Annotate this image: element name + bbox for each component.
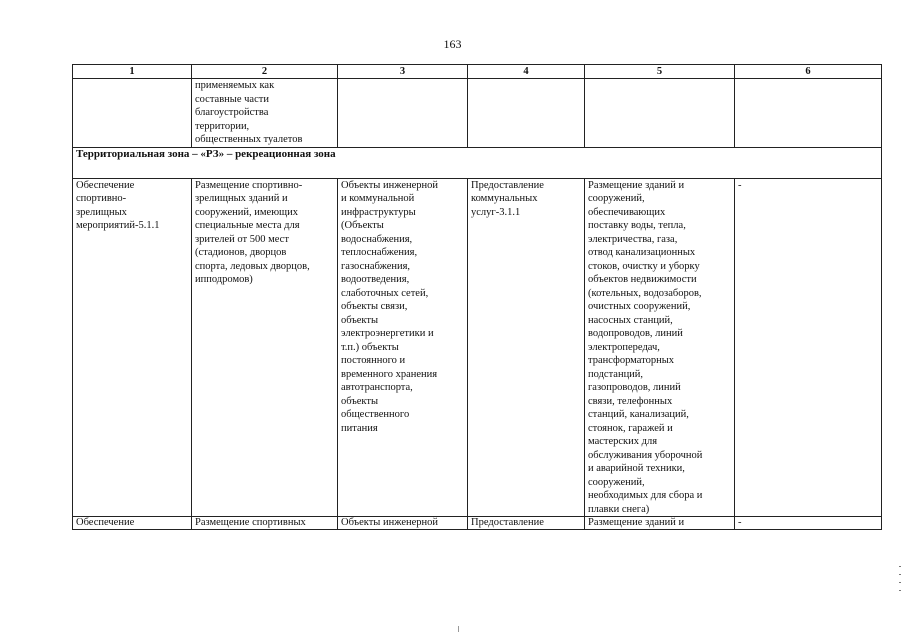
table-row [73,517,882,530]
cell-text: применяемых как составные части благоустройства территории, общественных туалетов [195,80,303,145]
column-header-2: 2 [192,65,338,79]
table-cell: Предоставление [468,517,585,530]
scan-mark [899,566,901,567]
table-cell [585,178,735,517]
column-header-4: 4 [468,65,585,79]
header-row [73,65,882,79]
table-row [73,79,882,148]
table-cell [73,79,192,148]
zone-title: Территориальная зона – «РЗ» – рекреационная зона [73,147,882,178]
table-cell: Размещение зданий и [585,517,735,530]
cell-text: Обеспечение спортивно- зрелищных мероприятий-5.1.1 [76,179,160,231]
land-use-table [72,64,882,530]
table-cell: - [735,517,882,530]
table-cell [735,79,882,148]
scan-mark [899,582,901,583]
table-row [73,178,882,517]
column-header-6: 6 [735,65,882,79]
column-header-3: 3 [338,65,468,79]
column-header-1: 1 [73,65,192,79]
cell-text: Предоставление коммунальных услуг-3.1.1 [471,179,544,218]
table-cell: Обеспечение [73,517,192,530]
table-cell [338,178,468,517]
page-number: 163 [443,37,462,51]
cell-text: Размещение зданий и сооружений, обеспечивающих поставку воды, тепла, электричества, газа, отвод канализационных стоков, очистку и уборку объектов недвижимости (котельных, водозаборов, очистных сооружений, насосных станций, водопроводов, линий электропередач, трансформаторных подстанций, газопроводов, линий связи, телефонных станций, канализаций, стоянок, гаражей и мастерских для обслуживания уборочной и аварийной техники, сооружений, необходимых для сбора и плавки снега) [588,179,703,515]
cell-text: Размещение спортивно- зрелищных зданий и сооружений, имеющих специальные места для зрителей от 500 мест (стадионов, дворцов спорта, ледовых дворцов, ипподромов) [195,179,310,285]
table-cell [338,79,468,148]
scan-mark [899,590,901,591]
table-cell: Объекты инженерной [338,517,468,530]
table-cell [192,79,338,148]
table-cell [468,178,585,517]
cell-text: Объекты инженерной и коммунальной инфраструктуры (Объекты водоснабжения, теплоснабжения, газоснабжения, водоотведения, слаботочных сетей, объекты связи, объекты электроэнергетики и т.п.) объекты постоянного и временного хранения автотранспорта, объекты общественного питания [341,179,439,434]
table-cell [73,178,192,517]
scan-mark [458,626,459,632]
table-cell: Размещение спортивных [192,517,338,530]
table-cell [585,79,735,148]
table-cell: - [735,178,882,517]
scan-mark [899,574,901,575]
zone-header-row [73,147,882,178]
column-header-5: 5 [585,65,735,79]
table-cell [192,178,338,517]
table-cell [468,79,585,148]
